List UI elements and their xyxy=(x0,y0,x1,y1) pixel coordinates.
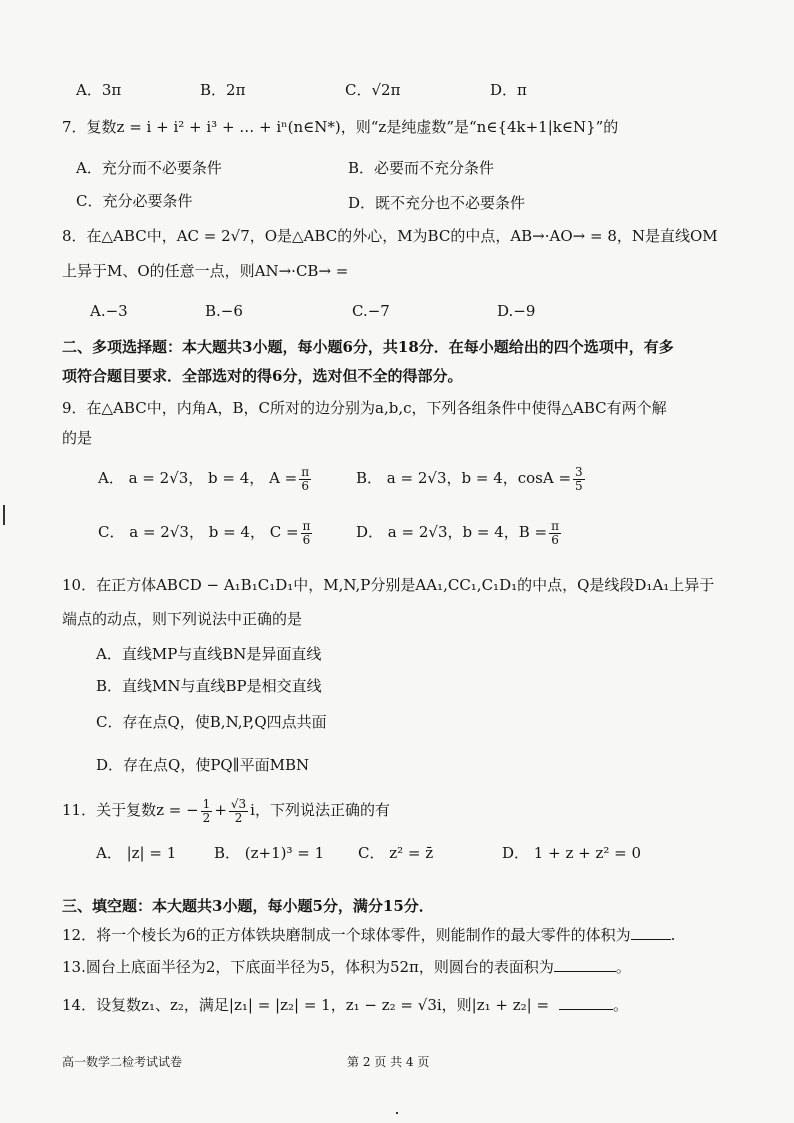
q12-period: . xyxy=(670,926,676,944)
q9-b-numerator: 3 xyxy=(575,464,583,479)
q9-d-numerator: π xyxy=(551,518,559,533)
q9-option-b-fraction xyxy=(573,466,585,493)
q14-stem xyxy=(62,995,628,1015)
q14-text: 14．设复数z₁、z₂，满足|z₁| = |z₂| = 1，z₁ − z₂ = √3i，则|z₁ + z₂| = xyxy=(62,996,550,1014)
q7-option-b: B．必要而不充分条件 xyxy=(348,159,495,177)
q9-b-denominator: 5 xyxy=(575,478,583,493)
q11-stem xyxy=(62,794,390,826)
q12-text: 12．将一个棱长为6的正方体铁块磨制成一个球体零件，则能制作的最大零件的体积为 xyxy=(62,926,631,944)
q9-c-numerator: π xyxy=(302,518,311,533)
q6-option-c: C．√2π xyxy=(345,81,401,99)
q9-option-d-text: D． a = 2√3，b = 4，B = xyxy=(356,523,548,541)
q11-option-a: A． |z| = 1 xyxy=(96,844,177,862)
q11-fraction-2 xyxy=(229,798,248,825)
q10-line2: 端点的动点，则下列说法中正确的是 xyxy=(62,610,303,628)
q13-stem xyxy=(62,957,631,977)
q6-option-b: B．2π xyxy=(200,81,246,99)
footer-exam-title: 高一数学二检考试试卷 xyxy=(62,1055,183,1069)
footer-page-number: 第 2 页 共 4 页 xyxy=(347,1055,430,1069)
q10-option-c: C．存在点Q，使B,N,P,Q四点共面 xyxy=(96,713,327,731)
section3-heading: 三、填空题：本大题共3小题，每小题5分，满分15分． xyxy=(62,897,434,915)
q11-f2-denominator: 2 xyxy=(234,810,243,825)
q11-stem-prefix: 11．关于复数z = − xyxy=(62,801,199,819)
q12-stem xyxy=(62,925,675,945)
q9-line2: 的是 xyxy=(62,429,93,447)
q8-option-a: A.−3 xyxy=(90,302,128,320)
q11-option-d: D． 1 + z + z² = 0 xyxy=(502,844,642,862)
q10-option-d: D．存在点Q，使PQ∥平面MBN xyxy=(96,756,310,774)
q9-option-d xyxy=(356,516,563,548)
q8-line1: 8．在△ABC中，AC = 2√7，O是△ABC的外心，M为BC的中点，AB→·AO→ = 8，N是直线OM xyxy=(62,227,718,245)
scan-edge-mark xyxy=(3,505,5,525)
scan-dot-mark xyxy=(396,1112,398,1114)
q6-option-d: D．π xyxy=(490,81,527,99)
q8-option-c: C.−7 xyxy=(352,302,390,320)
q9-line1: 9．在△ABC中，内角A，B，C所对的边分别为a,b,c，下列各组条件中使得△ABC有两个解 xyxy=(62,399,667,417)
q9-option-d-fraction xyxy=(549,520,561,547)
q7-option-a: A．充分而不必要条件 xyxy=(76,159,222,177)
q11-fraction-1 xyxy=(201,798,213,825)
q11-f1-numerator: 1 xyxy=(202,796,211,811)
q13-answer-blank[interactable] xyxy=(554,957,616,972)
q9-option-c xyxy=(98,516,314,548)
q8-option-d: D.−9 xyxy=(497,302,536,320)
q13-text: 13.圆台上底面半径为2，下底面半径为5，体积为52π，则圆台的表面积为 xyxy=(62,958,554,976)
q9-option-a-text: A． a = 2√3， b = 4， A = xyxy=(98,469,298,487)
q14-answer-blank[interactable] xyxy=(559,995,613,1010)
q12-answer-blank[interactable] xyxy=(631,925,671,940)
q9-a-numerator: π xyxy=(301,464,310,479)
q9-option-c-fraction xyxy=(301,520,313,547)
q6-option-a: A．3π xyxy=(76,81,122,99)
q10-option-b: B．直线MN与直线BP是相交直线 xyxy=(96,677,322,695)
q11-option-b: B． (z+1)³ = 1 xyxy=(214,844,325,862)
q9-option-a-fraction xyxy=(299,466,311,493)
q11-option-c: C． z² = z̄ xyxy=(358,844,434,862)
q14-period: 。 xyxy=(613,996,629,1014)
q9-c-denominator: 6 xyxy=(302,532,311,547)
q9-option-b xyxy=(356,462,587,494)
q10-line1: 10．在正方体ABCD − A₁B₁C₁D₁中，M,N,P分别是AA₁,CC₁,C₁D₁的中点，Q是线段D₁A₁上异于 xyxy=(62,576,715,594)
q11-f2-numerator: √3 xyxy=(230,796,247,811)
q11-plus-sign: + xyxy=(214,801,227,819)
q7-option-d: D．既不充分也不必要条件 xyxy=(348,194,526,212)
q11-stem-suffix: i，下列说法正确的有 xyxy=(250,801,390,819)
q7-stem: 7．复数z = i + i² + i³ + … + iⁿ(n∈N*)，则“z是纯虚数”是“n∈{4k+1|k∈N}”的 xyxy=(62,118,619,136)
q9-option-c-text: C． a = 2√3， b = 4， C = xyxy=(98,523,299,541)
q8-line2: 上异于M、O的任意一点，则AN→·CB→ = xyxy=(62,262,349,280)
q7-option-c: C．充分必要条件 xyxy=(76,192,193,210)
q11-f1-denominator: 2 xyxy=(202,810,211,825)
q13-period: 。 xyxy=(615,958,631,976)
q9-option-a xyxy=(98,462,313,494)
q9-d-denominator: 6 xyxy=(551,532,559,547)
q9-option-b-text: B． a = 2√3，b = 4，cosA = xyxy=(356,469,572,487)
section2-heading-line2: 项符合题目要求．全部选对的得6分，选对但不全的得部分。 xyxy=(62,367,463,385)
q10-option-a: A．直线MP与直线BN是异面直线 xyxy=(96,645,322,663)
q9-a-denominator: 6 xyxy=(301,478,310,493)
q8-option-b: B.−6 xyxy=(205,302,243,320)
section2-heading-line1: 二、多项选择题：本大题共3小题，每小题6分，共18分．在每小题给出的四个选项中，有多 xyxy=(62,338,674,356)
